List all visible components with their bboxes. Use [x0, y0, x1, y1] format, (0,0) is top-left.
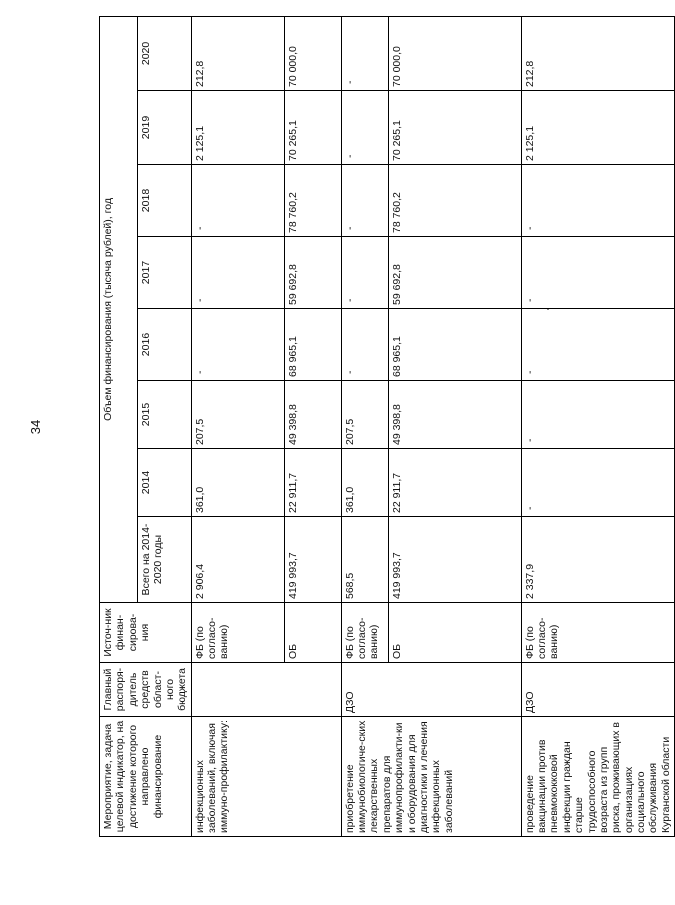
header-year: 2017: [137, 237, 191, 309]
source-cell: ФБ (по согласо-ванию): [191, 603, 284, 663]
value-cell: 207,5: [191, 381, 284, 449]
value-cell: -: [521, 449, 675, 517]
source-cell: ОБ: [284, 603, 341, 663]
header-year: 2014: [137, 449, 191, 517]
value-cell: 361,0: [191, 449, 284, 517]
value-cell: -: [191, 165, 284, 237]
value-cell: -: [521, 381, 675, 449]
event-cell: инфекционных заболеваний, включая иммуно-профилактику:: [191, 717, 341, 837]
value-cell: 207,5: [341, 381, 388, 449]
admin-cell: ДЗО: [341, 663, 521, 717]
value-cell: -: [191, 237, 284, 309]
header-year: 2020: [137, 16, 191, 90]
total-cell: 419 993,7: [284, 517, 341, 603]
source-cell: ФБ (по согласо-ванию): [521, 603, 675, 663]
table-row: [341, 16, 388, 836]
value-cell: 59 692,8: [388, 237, 521, 309]
value-cell: 59 692,8: [284, 237, 341, 309]
financing-table: [99, 16, 675, 837]
header-total: Всего на 2014-2020 годы: [137, 517, 191, 603]
header-volume: Объем финансирования (тысяча рублей), год: [100, 16, 138, 602]
value-cell: 2 125,1: [521, 91, 675, 165]
total-cell: 2 906,4: [191, 517, 284, 603]
value-cell: 49 398,8: [284, 381, 341, 449]
value-cell: -: [341, 309, 388, 381]
value-cell: 78 760,2: [284, 165, 341, 237]
header-year: 2018: [137, 165, 191, 237]
total-cell: 419 993,7: [388, 517, 521, 603]
rotated-content: [28, 17, 672, 837]
value-cell: -: [521, 165, 675, 237]
value-cell: 70 000,0: [388, 16, 521, 90]
value-cell: 70 265,1: [284, 91, 341, 165]
header-event: Мероприятие, задача целевой индикатор, на достижение которого направлено финансирование: [100, 717, 192, 837]
total-cell: 568,5: [341, 517, 388, 603]
value-cell: -: [341, 16, 388, 90]
header-year: 2019: [137, 91, 191, 165]
page-number: 34: [28, 419, 43, 435]
value-cell: 22 911,7: [284, 449, 341, 517]
admin-cell: [191, 663, 341, 717]
value-cell: -: [521, 309, 675, 381]
header-row-1: [100, 16, 138, 836]
event-cell: проведение вакцинации против пневмококковой инфекции граждан старше трудоспособного возраста из групп риска, проживающих в организациях социального обслуживания Курганской области: [521, 717, 675, 837]
value-cell: 212,8: [191, 16, 284, 90]
header-source: Источ-ник финан-сирова-ния: [100, 603, 192, 663]
value-cell: 70 265,1: [388, 91, 521, 165]
header-year: 2016: [137, 309, 191, 381]
value-cell: 2 125,1: [191, 91, 284, 165]
value-cell: -: [191, 309, 284, 381]
admin-cell: ДЗО: [521, 663, 675, 717]
source-cell: ОБ: [388, 603, 521, 663]
value-cell: 212,8: [521, 16, 675, 90]
event-cell: приобретение иммунобиологиче-ских лекарственных препаратов для иммунопрофилакти-ки и оборудования для диагностики и лечения инфекционных заболеваний: [341, 717, 521, 837]
total-cell: 2 337,9: [521, 517, 675, 603]
value-cell: 22 911,7: [388, 449, 521, 517]
value-cell: 68 965,1: [388, 309, 521, 381]
header-year: 2015: [137, 381, 191, 449]
value-cell: 70 000,0: [284, 16, 341, 90]
source-cell: ФБ (по согласо-ванию): [341, 603, 388, 663]
value-cell: 68 965,1: [284, 309, 341, 381]
header-admin: Главный распоря-дитель средств област-ного бюджета: [100, 663, 192, 717]
table-row: [191, 16, 284, 836]
value-cell: 78 760,2: [388, 165, 521, 237]
value-cell: -: [341, 165, 388, 237]
table-row: [521, 16, 675, 836]
value-cell: -: [341, 91, 388, 165]
value-cell: -: [521, 237, 675, 309]
value-cell: 49 398,8: [388, 381, 521, 449]
value-cell: 361,0: [341, 449, 388, 517]
value-cell: -: [341, 237, 388, 309]
